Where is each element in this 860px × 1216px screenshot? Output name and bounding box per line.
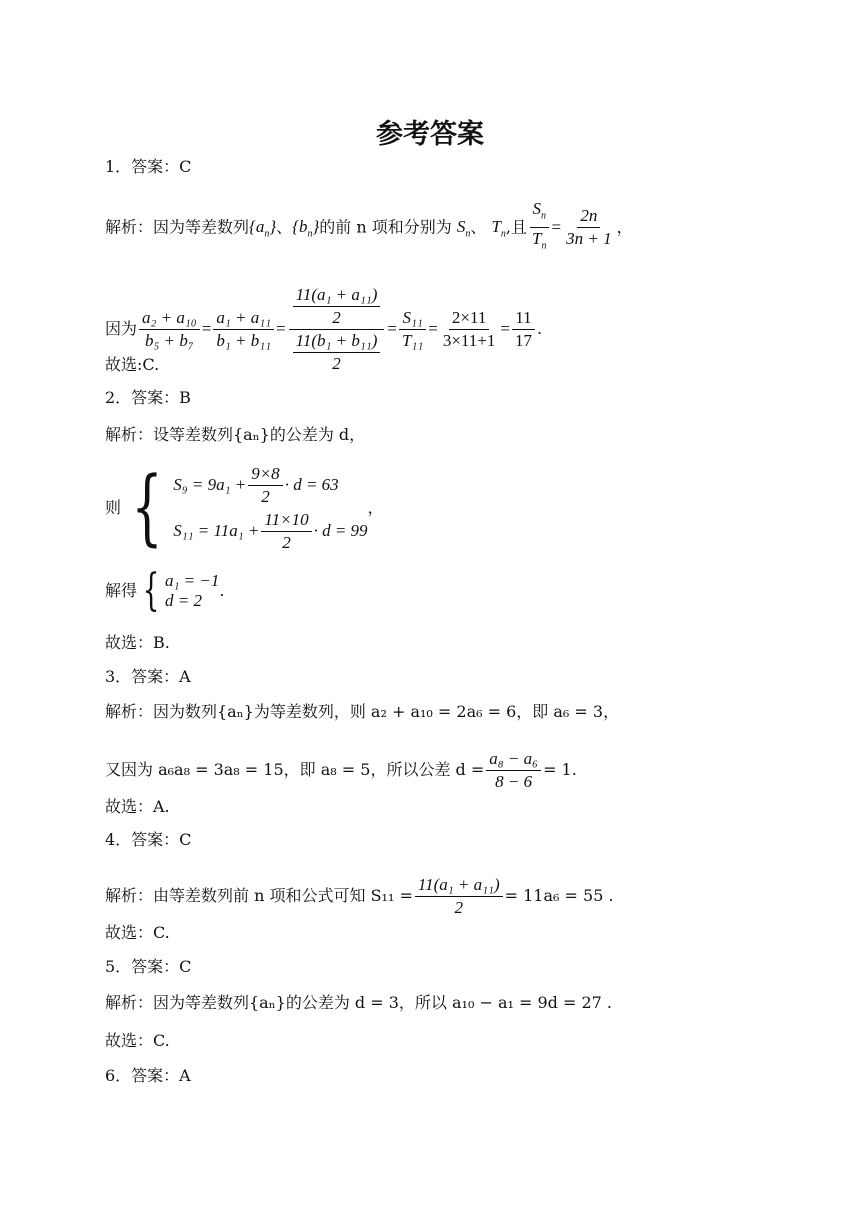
ratio-rhs: $\frac{2n}{3n + 1}$ xyxy=(566,206,612,249)
q2-then: 则 xyxy=(105,498,122,517)
frac-2: $\frac{\text{a₁ + a₁₁}}{\text{b₁ + b₁₁}}$ xyxy=(213,307,274,352)
q5-choose: 故选：C. xyxy=(105,1031,170,1050)
q2-solve: 解得 xyxy=(105,581,138,600)
sum-s: $S_n$ xyxy=(456,217,471,240)
frac-4: $\frac{\text{S₁₁}}{\text{T₁₁}}$ xyxy=(399,307,426,352)
q1-analysis-prefix: 解析：因为等差数列 xyxy=(105,217,250,237)
q4-line: 解析：由等差数列前 n 项和公式可知 S₁₁ = $\frac{\text{11(a₁ + a₁₁)}}{2}$ = 11a₆ = 55 . xyxy=(105,875,614,917)
q1-and: 且 xyxy=(511,217,528,237)
q3-line2: 又因为 a₆a₈ = 3a₈ = 15，即 a₈ = 5，所以公差 d = $\frac{\text{a₈ − a₆}}{8 - 6}$ = 1. xyxy=(105,749,577,791)
q6-answer: 6．答案：A xyxy=(105,1066,191,1085)
q5-line: 解析：因为等差数列{aₙ}的公差为 d = 3，所以 a₁₀ − a₁ = 9d = 27 . xyxy=(105,993,613,1012)
q3-line1: 解析：因为数列{aₙ}为等差数列，则 a₂ + a₁₀ = 2a₆ = 6，即 a₆ = 3， xyxy=(105,702,620,721)
q4-answer: 4．答案：C xyxy=(105,830,192,849)
ratio-sn-tn: $\frac{S_n}{T_n}$ xyxy=(529,198,549,258)
frac-3: $\frac{\frac{\text{11(a₁ + a₁₁)}}{2}}{\frac{\text{11(b₁ + b₁₁)}}{2}}$ xyxy=(289,284,385,375)
sum-t: $T_n$ xyxy=(491,217,506,240)
q2-system: 则 { S₉ = 9a₁ + $\frac{9\times 8}{2}$ · d = 63 S₁₁ = 11a₁ + $\frac{11\times 10}{2}$ · d = 99 ， xyxy=(105,460,384,555)
seq-b: $\{b_n\}$ xyxy=(292,217,320,240)
left-brace: { xyxy=(131,460,163,555)
frac-1: $\frac{\text{a₂ + a₁₀}}{\text{b₅ + b₇}}$ xyxy=(139,307,200,352)
q2-analysis: 解析：设等差数列{aₙ}的公差为 d， xyxy=(105,425,366,444)
solution-system: a₁ = −1 d = 2 xyxy=(165,571,220,610)
frac-6: $\frac{11}{17}$ xyxy=(512,307,535,352)
q1-analysis-line: 解析：因为等差数列$\{a_n\}$、$\{b_n\}$的前 n 项和分别为 $S_n$、 $T_n$,且 $\frac{S_n}{T_n}$ = $\frac{2n}{3n + 1}$ ， xyxy=(105,198,633,258)
q1-choose: 故选:C. xyxy=(105,355,160,374)
diff-frac: $\frac{\text{a₈ − a₆}}{8 - 6}$ xyxy=(486,748,541,793)
q2-answer: 2．答案：B xyxy=(105,388,191,407)
seq-a: $\{a_n\}$ xyxy=(249,217,277,240)
sum-frac: $\frac{\text{11(a₁ + a₁₁)}}{2}$ xyxy=(415,874,503,919)
q2-choose: 故选：B. xyxy=(105,633,170,652)
q5-answer: 5．答案：C xyxy=(105,957,192,976)
q3-answer: 3．答案：A xyxy=(105,667,191,686)
q1-answer: 1．答案：C xyxy=(105,157,192,176)
frac-5: $\frac{2\times 11}{3\times 11+1}$ xyxy=(442,308,496,350)
q3-choose: 故选：A. xyxy=(105,797,170,816)
q4-choose: 故选：C. xyxy=(105,923,170,942)
q1-text-mid: 的前 n 项和分别为 xyxy=(319,217,452,237)
q1-because: 因为 xyxy=(105,319,138,338)
page-title: 参考答案 xyxy=(376,119,484,150)
left-brace: { xyxy=(142,565,160,616)
q1-derivation: 因为 $\frac{\text{a₂ + a₁₀}}{\text{b₅ + b₇}}$ = $\frac{\text{a₁ + a₁₁}}{\text{b₁ + b₁₁}}$ = $\frac{\frac{\text{11(a₁ + a₁₁)}}{2}}{\frac{\text{11(b₁ + b₁₁)}}{2}}$ = $\frac{\text{S₁₁}}{\text{T₁₁}}$ = $\frac{2\times 11}{3\times 11+1}$ = $\frac{11}{17}$ . xyxy=(105,285,543,373)
q2-solution: 解得 { a₁ = −1 d = 2 . xyxy=(105,565,225,616)
equation-system: S₉ = 9a₁ + $\frac{9\times 8}{2}$ · d = 63 S₁₁ = 11a₁ + $\frac{11\times 10}{2}$ · d = 99 xyxy=(173,463,368,552)
